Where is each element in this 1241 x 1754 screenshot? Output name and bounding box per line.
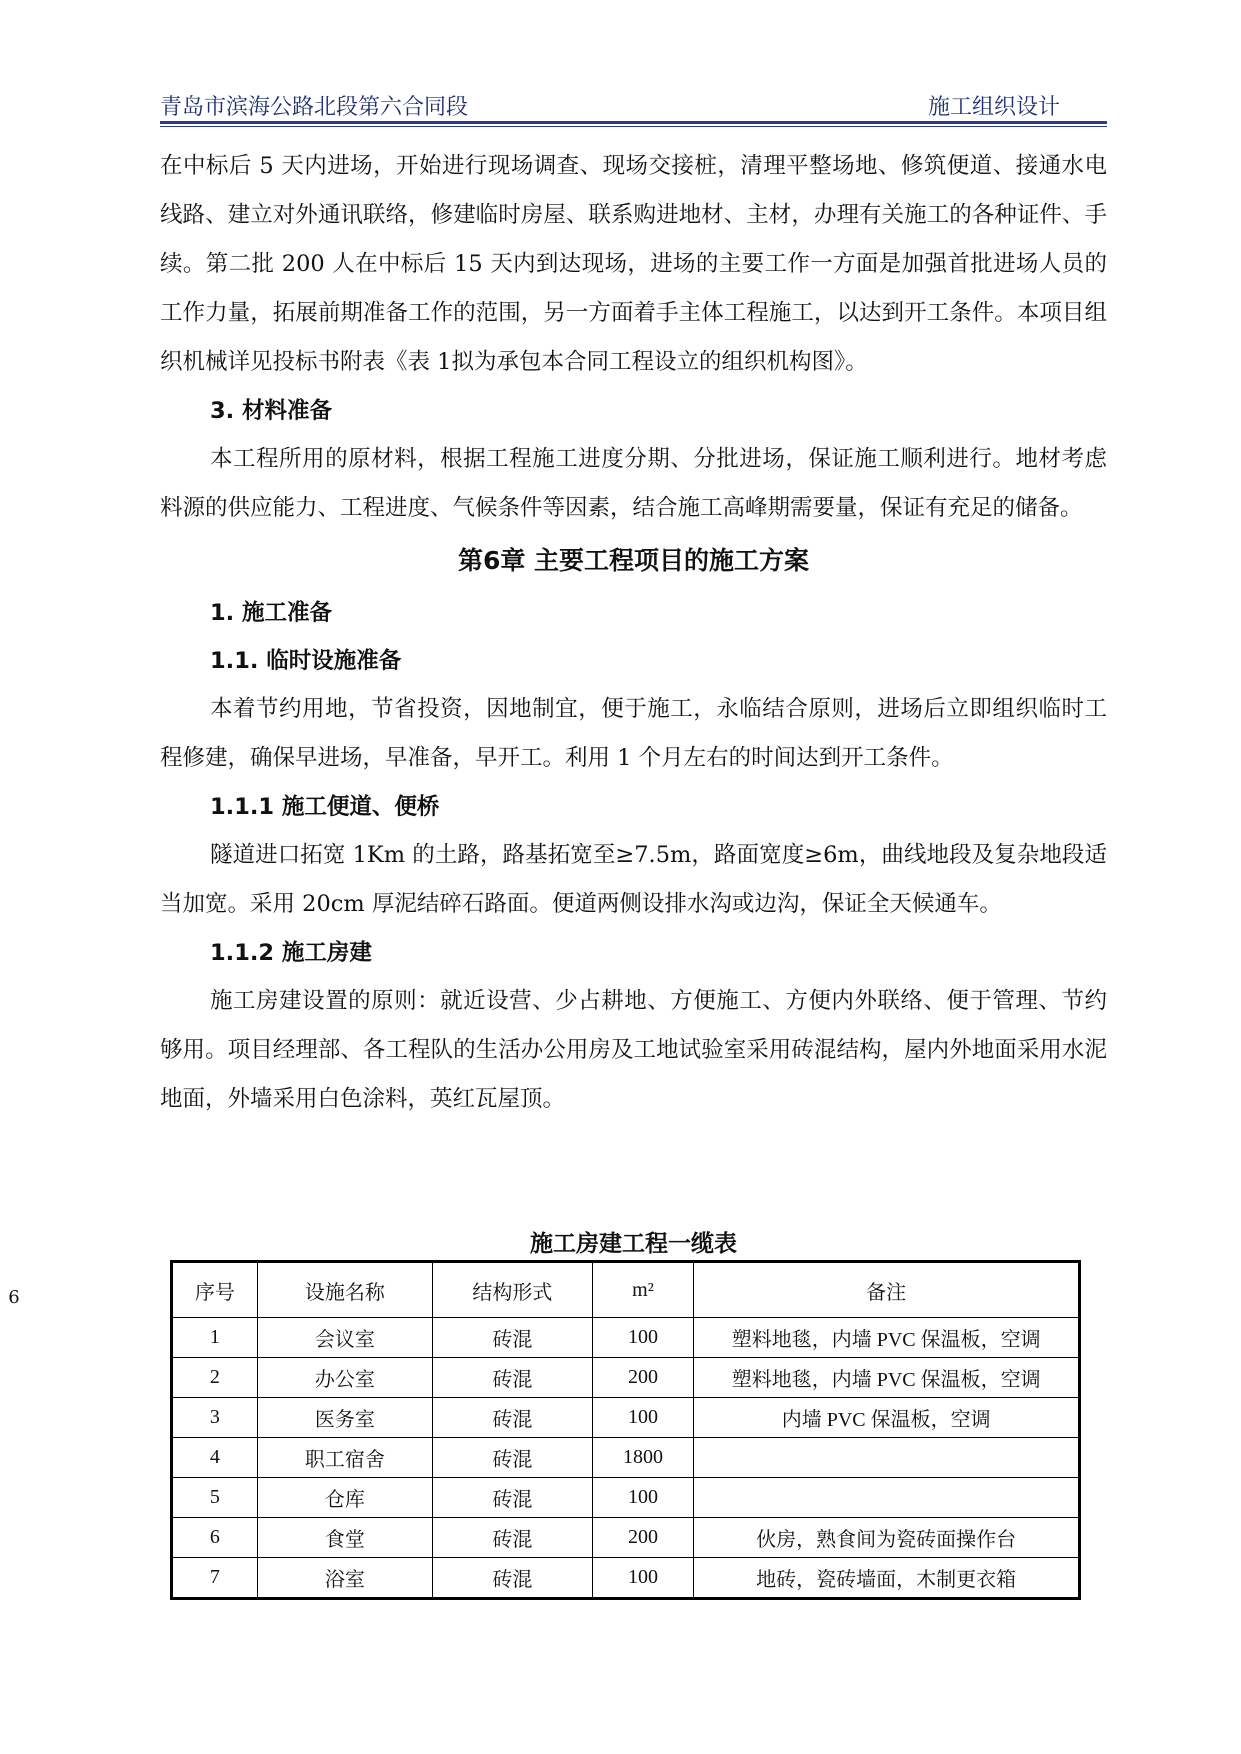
table-row [172,1398,1080,1438]
column-header-number: 序号 [172,1262,258,1318]
heading-site-buildings: 1.1.2 施工房建 [210,940,372,966]
column-header-structure: 结构形式 [433,1262,592,1318]
table-row [172,1478,1080,1518]
header-project-name: 青岛市滨海公路北段第六合同段 [160,95,469,120]
paragraph-temporary-facilities: 本着节约用地，节省投资，因地制宜，便于施工，永临结合原则，进场后立即组织临时工程修建，确保早进场，早准备，早开工。利用 1 个月左右的时间达到开工条件。 [160,696,1107,771]
cell-remarks [694,1478,1080,1518]
cell-facility: 医务室 [257,1398,432,1438]
cell-facility: 会议室 [257,1318,432,1358]
cell-remarks: 塑料地毯，内墙 PVC 保温板，空调 [694,1318,1080,1358]
table-row [172,1518,1080,1558]
paragraph-site-buildings: 施工房建设置的原则：就近设营、少占耕地、方便施工、方便内外联络、便于管理、节约够用。项目经理部、各工程队的生活办公用房及工地试验室采用砖混结构，屋内外地面采用水泥地面，外墙采用白色涂料，英红瓦屋顶。 [160,988,1107,1112]
cell-area: 100 [592,1558,694,1599]
heading-access-roads: 1.1.1 施工便道、便桥 [210,794,440,820]
header-rule-thick [160,121,1107,124]
cell-remarks [694,1438,1080,1478]
cell-facility: 浴室 [257,1558,432,1599]
table-row [172,1358,1080,1398]
cell-number: 2 [172,1358,258,1398]
paragraph-access-roads: 隧道进口拓宽 1Km 的土路，路基拓宽至≥7.5m，路面宽度≥6m，曲线地段及复杂地段适当加宽。采用 20cm 厚泥结碎石路面。便道两侧设排水沟或边沟，保证全天候通车。 [160,842,1107,917]
cell-remarks: 地砖，瓷砖墙面，木制更衣箱 [694,1558,1080,1599]
cell-area: 200 [592,1518,694,1558]
buildings-table [170,1260,1081,1600]
paragraph-materials: 本工程所用的原材料，根据工程施工进度分期、分批进场，保证施工顺利进行。地材考虑料源的供应能力、工程进度、气候条件等因素，结合施工高峰期需要量，保证有充足的储备。 [160,446,1107,521]
page-number: 6 [8,1287,20,1308]
column-header-facility: 设施名称 [257,1262,432,1318]
cell-area: 100 [592,1318,694,1358]
cell-structure: 砖混 [433,1558,592,1599]
cell-remarks: 塑料地毯，内墙 PVC 保温板，空调 [694,1358,1080,1398]
table-row [172,1318,1080,1358]
cell-number: 7 [172,1558,258,1599]
table-row [172,1558,1080,1599]
cell-structure: 砖混 [433,1478,592,1518]
cell-facility: 仓库 [257,1478,432,1518]
cell-remarks: 内墙 PVC 保温板，空调 [694,1398,1080,1438]
cell-facility: 职工宿舍 [257,1438,432,1478]
cell-structure: 砖混 [433,1318,592,1358]
page-header [160,84,1108,120]
cell-number: 1 [172,1318,258,1358]
column-header-area: m² [592,1262,694,1318]
table-title: 施工房建工程一缆表 [530,1231,737,1257]
chapter-title: 第6章 主要工程项目的施工方案 [457,546,810,575]
column-header-remarks: 备注 [694,1262,1080,1318]
cell-area: 100 [592,1478,694,1518]
cell-facility: 食堂 [257,1518,432,1558]
heading-construction-preparation: 1. 施工准备 [210,600,333,626]
table-header-row [172,1262,1080,1318]
cell-number: 3 [172,1398,258,1438]
cell-structure: 砖混 [433,1438,592,1478]
cell-structure: 砖混 [433,1358,592,1398]
header-rule-thin [160,126,1107,127]
cell-number: 5 [172,1478,258,1518]
cell-remarks: 伙房，熟食间为瓷砖面操作台 [694,1518,1080,1558]
cell-area: 200 [592,1358,694,1398]
cell-number: 6 [172,1518,258,1558]
cell-structure: 砖混 [433,1398,592,1438]
header-doc-title: 施工组织设计 [927,95,1060,120]
paragraph-mobilization: 在中标后 5 天内进场，开始进行现场调查、现场交接桩，清理平整场地、修筑便道、接通水电线路、建立对外通讯联络，修建临时房屋、联系购进地材、主材，办理有关施工的各种证件、手续。第二批 200 人在中标后 15 天内到达现场，进场的主要工作一方面是加强首批进场人员的工作力量，拓展前期准备工作的范围，另一方面着手主体工程施工，以达到开工条件。本项目组织机械详见投标书附表《表 1拟为承包本合同工程设立的组织机构图》。 [160,153,1107,375]
table-row [172,1438,1080,1478]
cell-structure: 砖混 [433,1518,592,1558]
document-body [160,142,1107,1124]
cell-facility: 办公室 [257,1358,432,1398]
heading-materials-preparation: 3. 材料准备 [210,398,333,424]
cell-area: 1800 [592,1438,694,1478]
cell-number: 4 [172,1438,258,1478]
cell-area: 100 [592,1398,694,1438]
heading-temporary-facilities: 1.1. 临时设施准备 [210,648,402,674]
